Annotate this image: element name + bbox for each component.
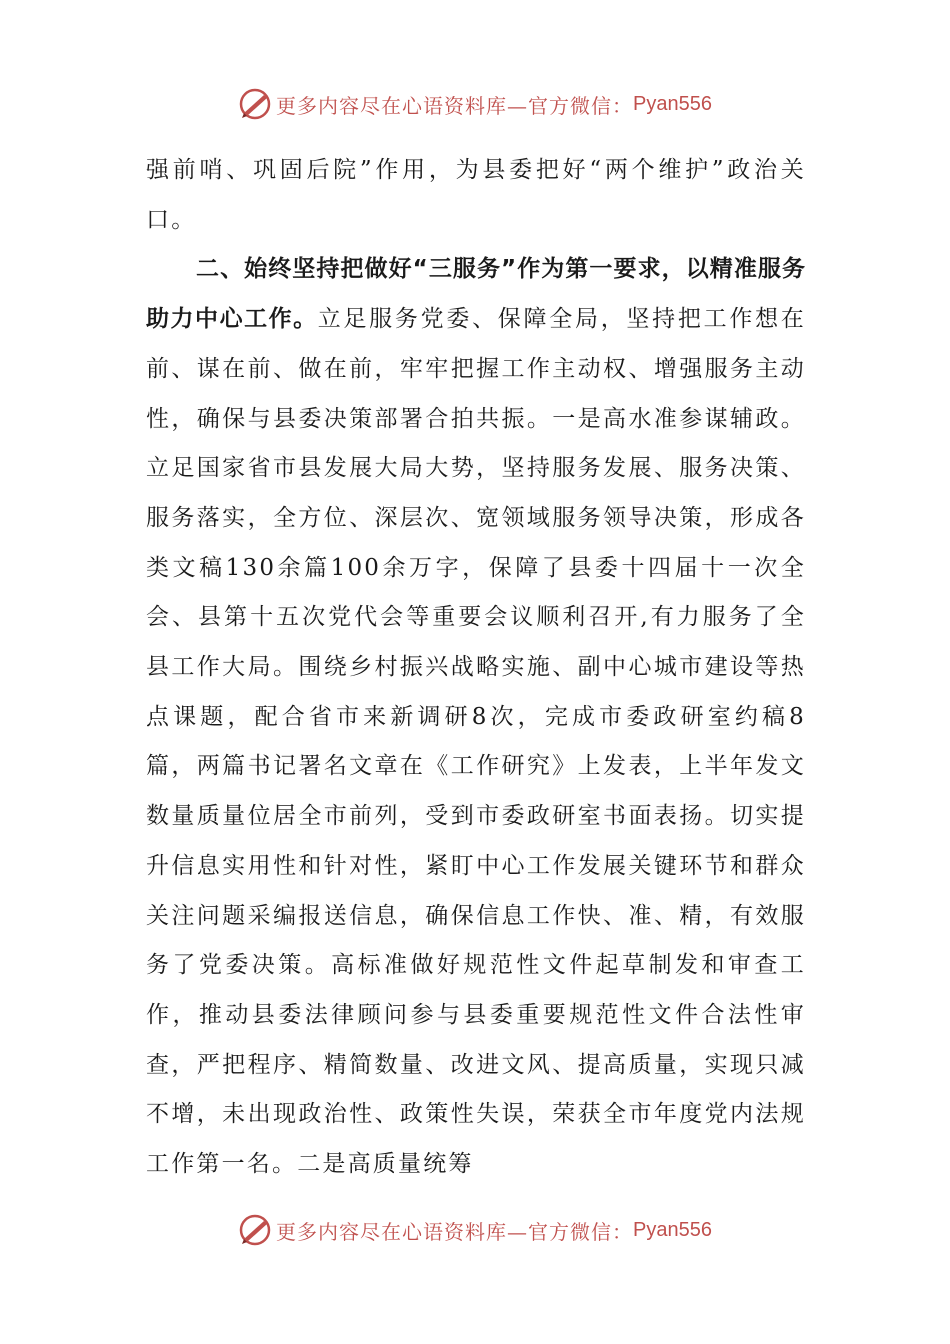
pen-circle-logo-icon: [238, 1213, 272, 1247]
banner-text: 更多内容尽在心语资料库—官方微信：: [276, 93, 634, 118]
footer-watermark-banner: [0, 1210, 950, 1250]
section-2-paragraph: [146, 245, 806, 1189]
paragraph-continuation: 强前哨、巩固后院”作用，为县委把好“两个维护”政治关口。: [146, 157, 806, 233]
pen-circle-logo-icon: [238, 87, 272, 121]
banner-text: 更多内容尽在心语资料库—官方微信：: [276, 1219, 634, 1244]
banner-wechat-handle: Pyan556: [633, 92, 712, 115]
section-2-heading: 二、始终坚持把做好“三服务”作为第一要求，以精准服务助力中心工作。: [146, 256, 806, 333]
section-2-body: 立足服务党委、保障全局，坚持把工作想在前、谋在前、做在前，牢牢把握工作主动权、增强服务主动性，确保与县委决策部署合拍共振。一是高水准参谋辅政。立足国家省市县发展大局大势，坚持服务发展、服务决策、服务落实，全方位、深层次、宽领域服务领导决策，形成各类文稿130余篇100余万字，保障了县委十四届十一次全会、县第十五次党代会等重要会议顺利召开,有力服务了全县工作大局。围绕乡村振兴战略实施、副中心城市建设等热点课题，配合省市来新调研8次，完成市委政研室约稿8篇，两篇书记署名文章在《工作研究》上发表，上半年发文数量质量位居全市前列，受到市委政研室书面表扬。切实提升信息实用性和针对性，紧盯中心工作发展关键环节和群众关注问题采编报送信息，确保信息工作快、准、精，有效服务了党委决策。高标准做好规范性文件起草制发和审查工作，推动县委法律顾问参与县委重要规范性文件合法性审查，严把程序、精简数量、改进文风、提高质量，实现只减不增，未出现政治性、政策性失误，荣获全市年度党内法规工作第一名。二是高质量统筹: [146, 306, 806, 1178]
document-body: [146, 146, 806, 1190]
header-watermark-banner: [0, 84, 950, 124]
banner-wechat-handle: Pyan556: [633, 1218, 712, 1241]
